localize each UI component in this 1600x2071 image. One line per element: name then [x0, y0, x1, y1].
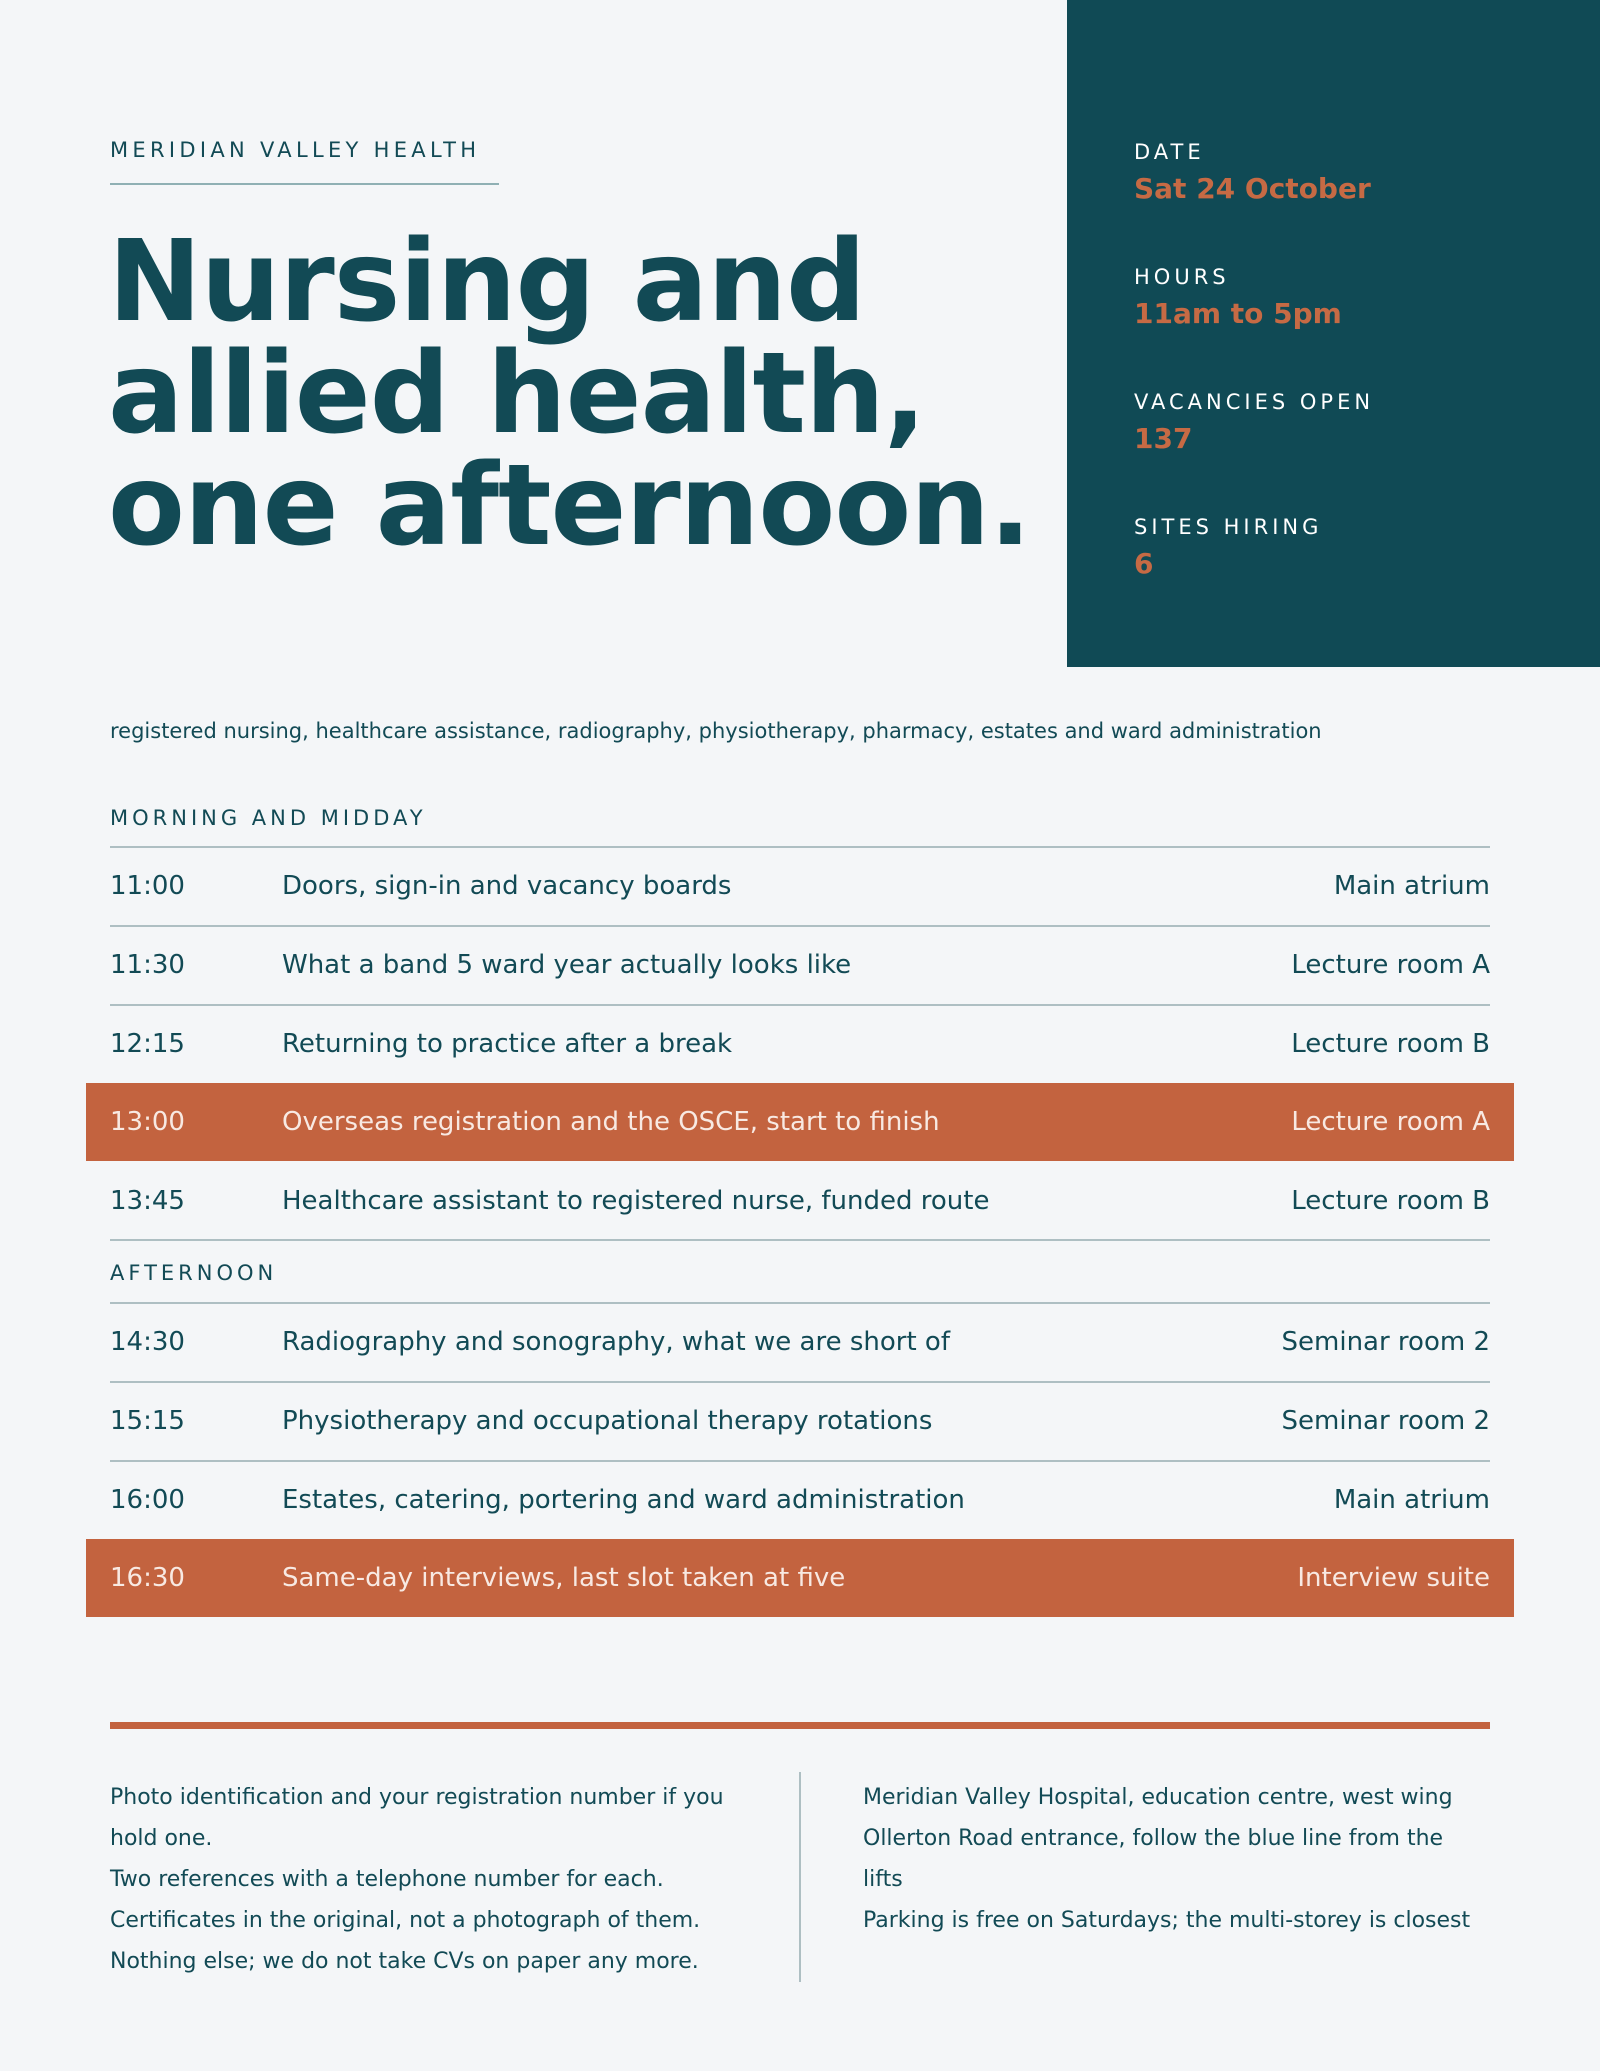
- headline-line: allied health,: [108, 329, 926, 459]
- row-event: Radiography and sonography, what we are short of: [282, 1327, 950, 1357]
- schedule-row: [86, 1162, 1514, 1240]
- row-event: Same-day interviews, last slot taken at five: [282, 1563, 846, 1593]
- stat-value: 137: [1134, 422, 1193, 455]
- stat-vacancies: [1134, 388, 1374, 456]
- bring-item: Nothing else; we do not take CVs on paper any more.: [110, 1949, 699, 1974]
- bring-item: Photo identification and your registration number if you hold one.: [110, 1785, 724, 1851]
- row-time: 16:30: [110, 1563, 185, 1593]
- row-venue: Lecture room A: [1291, 950, 1490, 980]
- row-venue: Main atrium: [1333, 1485, 1490, 1515]
- divider: [110, 1239, 1490, 1241]
- footer-divider: [799, 1772, 801, 1982]
- row-event: Doors, sign-in and vacancy boards: [282, 871, 732, 901]
- footer-accent-bar: [110, 1722, 1490, 1729]
- row-event: Overseas registration and the OSCE, start to finish: [282, 1107, 940, 1137]
- location-info: [863, 1777, 1483, 1941]
- row-time: 12:15: [110, 1029, 185, 1059]
- row-venue: Main atrium: [1333, 871, 1490, 901]
- stat-label: HOURS: [1134, 265, 1230, 289]
- row-time: 11:30: [110, 950, 185, 980]
- row-venue: Seminar room 2: [1281, 1327, 1490, 1357]
- section-title-morning: MORNING AND MIDDAY: [110, 806, 427, 830]
- schedule-row: [86, 847, 1514, 925]
- stat-value: Sat 24 October: [1134, 172, 1371, 205]
- schedule-row: [86, 1382, 1514, 1460]
- row-event: Returning to practice after a break: [282, 1029, 733, 1059]
- schedule-row: [86, 1005, 1514, 1083]
- bring-item: Certificates in the original, not a photograph of them.: [110, 1908, 701, 1933]
- schedule-row-highlighted: [86, 1539, 1514, 1617]
- stat-value: 11am to 5pm: [1134, 297, 1342, 330]
- row-event: What a band 5 ward year actually looks like: [282, 950, 852, 980]
- location-line: Meridian Valley Hospital, education centre, west wing: [863, 1785, 1453, 1810]
- location-line: Parking is free on Saturdays; the multi-storey is closest: [863, 1908, 1471, 1933]
- stat-hours: [1134, 263, 1342, 331]
- row-venue: Interview suite: [1297, 1563, 1490, 1593]
- row-time: 11:00: [110, 871, 185, 901]
- headline-line: Nursing and: [108, 217, 866, 347]
- section-title-afternoon: AFTERNOON: [110, 1261, 278, 1285]
- location-line: Ollerton Road entrance, follow the blue line from the lifts: [863, 1826, 1444, 1892]
- disciplines-list: registered nursing, healthcare assistance, radiography, physiotherapy, pharmacy, estates and ward administration: [110, 719, 1322, 743]
- headline-line: one afternoon.: [108, 441, 1031, 571]
- stat-value: 6: [1134, 547, 1154, 580]
- row-time: 16:00: [110, 1485, 185, 1515]
- stat-label: VACANCIES OPEN: [1134, 390, 1375, 414]
- schedule-row: [86, 1303, 1514, 1381]
- row-event: Estates, catering, portering and ward administration: [282, 1485, 965, 1515]
- row-time: 13:00: [110, 1107, 185, 1137]
- stat-label: DATE: [1134, 140, 1205, 164]
- row-venue: Lecture room B: [1291, 1186, 1490, 1216]
- row-venue: Lecture room B: [1291, 1029, 1490, 1059]
- stat-date: [1134, 138, 1371, 206]
- row-event: Physiotherapy and occupational therapy rotations: [282, 1406, 933, 1436]
- row-time: 13:45: [110, 1186, 185, 1216]
- schedule-row: [86, 1461, 1514, 1539]
- row-time: 14:30: [110, 1327, 185, 1357]
- headline: [108, 217, 1048, 571]
- brand-name: MERIDIAN VALLEY HEALTH: [110, 138, 481, 162]
- row-venue: Lecture room A: [1291, 1107, 1490, 1137]
- schedule-row-highlighted: [86, 1083, 1514, 1161]
- event-details-panel: [1067, 0, 1600, 667]
- row-event: Healthcare assistant to registered nurse, funded route: [282, 1186, 990, 1216]
- stat-label: SITES HIRING: [1134, 515, 1323, 539]
- schedule-row: [86, 926, 1514, 1004]
- stat-sites: [1134, 513, 1322, 581]
- row-time: 15:15: [110, 1406, 185, 1436]
- row-venue: Seminar room 2: [1281, 1406, 1490, 1436]
- what-to-bring: [110, 1777, 730, 1982]
- bring-item: Two references with a telephone number for each.: [110, 1867, 664, 1892]
- brand-underline: [110, 183, 499, 185]
